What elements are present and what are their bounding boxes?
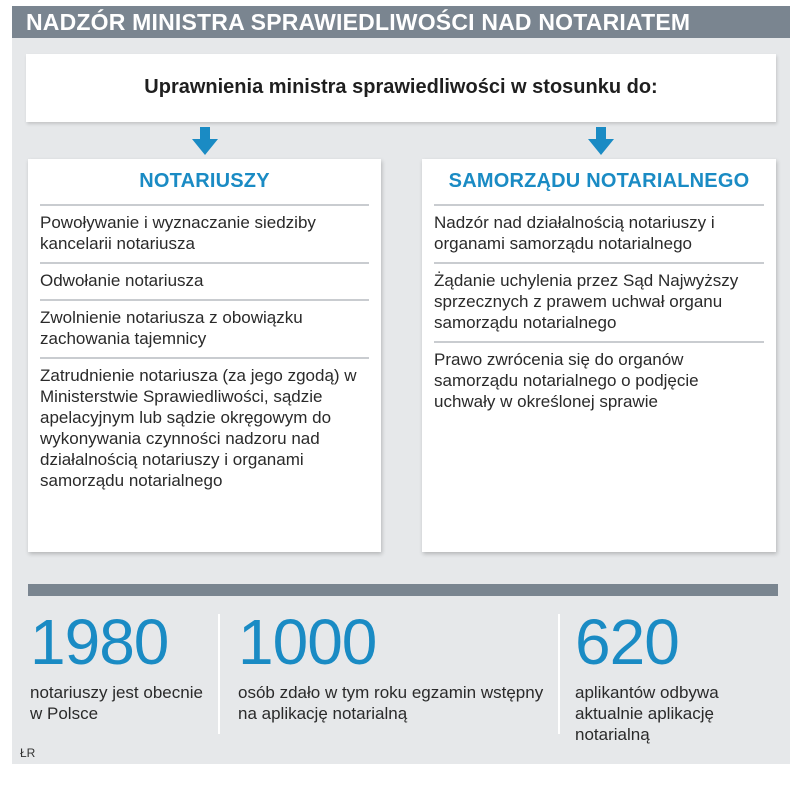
stat-description: aplikantów odbywa aktualnie aplikację notarialną [575, 683, 719, 744]
stat-notaries [30, 606, 210, 724]
self-government-heading: SAMORZĄDU NOTARIALNEGO [448, 170, 750, 192]
subtitle: Uprawnienia ministra sprawiedliwości w stosunku do: [144, 76, 658, 98]
list-item: Prawo zwrócenia się do organów samorządu notarialnego o podjęcie uchwały w określonej sprawie [434, 341, 764, 420]
page-title: NADZÓR MINISTRA SPRAWIEDLIWOŚCI NAD NOTARIATEM [26, 9, 691, 35]
infographic [12, 6, 790, 764]
arrow-down-icon [192, 127, 218, 155]
list-item: Żądanie uchylenia przez Sąd Najwyższy sprzecznych z prawem uchwał organu samorządu notarialnego [434, 262, 764, 341]
notaries-heading: NOTARIUSZY [139, 170, 270, 192]
list-item: Nadzór nad działalnością notariuszy i organami samorządu notarialnego [434, 204, 764, 262]
self-government-list [434, 204, 764, 420]
stat-value: 1000 [238, 606, 377, 678]
self-government-panel [422, 159, 776, 552]
notaries-panel [28, 159, 381, 552]
stat-description: notariuszy jest obecnie w Polsce [30, 683, 203, 723]
stat-value: 1980 [30, 606, 169, 678]
list-item: Powoływanie i wyznaczanie siedziby kancelarii notariusza [40, 204, 369, 262]
stat-divider [558, 614, 560, 734]
list-item: Odwołanie notariusza [40, 262, 369, 299]
list-item: Zatrudnienie notariusza (za jego zgodą) w Ministerstwie Sprawiedliwości, sądzie apelacyjnym lub sądzie okręgowym do wykonywania czynności nadzoru nad działalnością notariuszy i organami samorządu notarialnego [40, 357, 369, 499]
stat-divider [218, 614, 220, 734]
title-bar [12, 6, 790, 38]
section-divider-bar [28, 584, 778, 596]
author-credit: ŁR [20, 746, 36, 760]
subtitle-box [26, 54, 776, 122]
list-item: Zwolnienie notariusza z obowiązku zachowania tajemnicy [40, 299, 369, 357]
stat-exam [238, 606, 558, 724]
notaries-list [40, 204, 369, 499]
arrow-down-icon [588, 127, 614, 155]
stat-trainees [575, 606, 785, 745]
stat-description: osób zdało w tym roku egzamin wstępny na aplikację notarialną [238, 683, 544, 723]
stat-value: 620 [575, 606, 679, 678]
